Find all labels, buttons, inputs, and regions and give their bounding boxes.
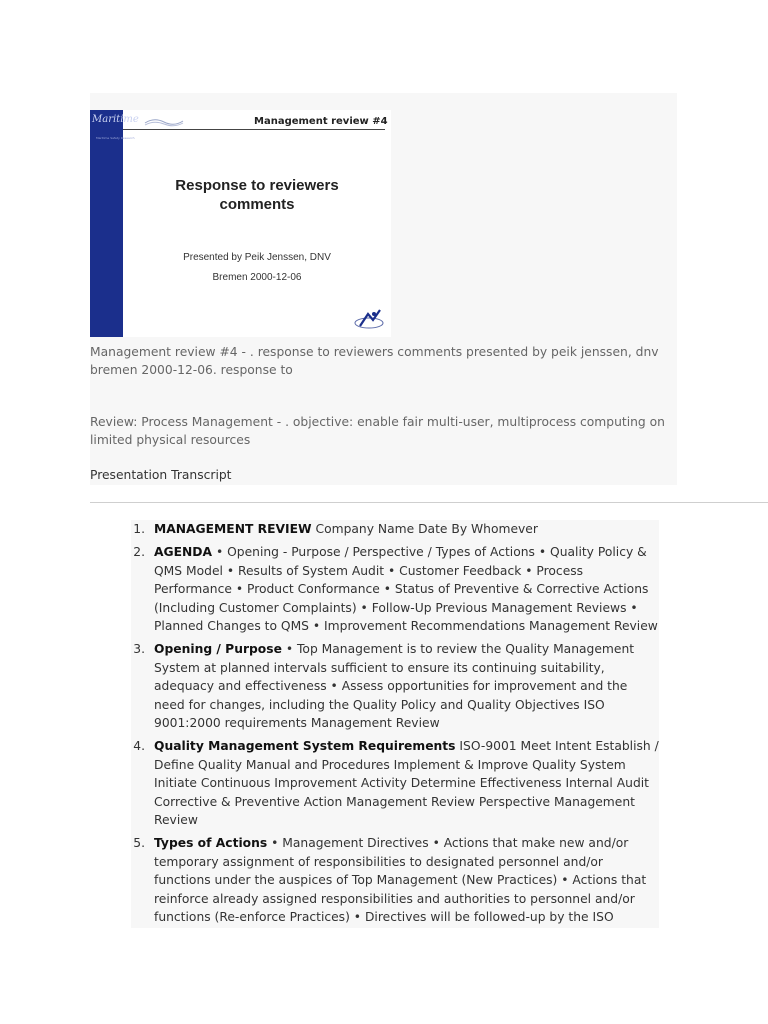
list-item-number: 4. bbox=[133, 739, 145, 753]
list-item-text: ISO-9001 Meet Intent Establish / Define Quality Manual and Procedures Implement & Improve Quality System Initiate Continuous Improvement Activity Determine Effectiveness Internal Audit Corrective & Preventive Action Management Review Perspective Management Review bbox=[154, 739, 659, 827]
list-item bbox=[131, 737, 659, 830]
list-item-title: Types of Actions bbox=[154, 836, 268, 850]
section-divider bbox=[90, 502, 768, 503]
list-item-text: Company Name Date By Whomever bbox=[311, 522, 538, 536]
slide-header-rule bbox=[123, 129, 385, 130]
list-item-title: Opening / Purpose bbox=[154, 642, 282, 656]
slide-thumbnail[interactable] bbox=[90, 110, 391, 337]
list-item bbox=[131, 834, 659, 927]
transcript-list bbox=[131, 520, 659, 928]
slide-title-line-1: Response to reviewers bbox=[175, 177, 339, 194]
list-item-title: Quality Management System Requirements bbox=[154, 739, 456, 753]
slide-title bbox=[123, 176, 391, 214]
list-item-number: 1. bbox=[133, 522, 145, 536]
document-preview-panel bbox=[90, 93, 677, 485]
list-item bbox=[131, 543, 659, 636]
company-logo bbox=[92, 114, 192, 142]
slide-title-line-2: comments bbox=[219, 196, 295, 213]
document-caption-2[interactable]: Review: Process Management - . objective: enable fair multi-user, multiprocess computing on limited physical resources bbox=[90, 415, 665, 447]
list-item bbox=[131, 520, 659, 539]
emblem-icon bbox=[352, 306, 386, 332]
logo-subtext: Maritime Safety Research bbox=[96, 136, 135, 140]
list-item-text: • Opening - Purpose / Perspective / Types of Actions • Quality Policy & QMS Model • Results of System Audit • Customer Feedback • Process Performance • Product Conformance • Status of Preventive & Corrective Actions (Including Customer Complaints) • Follow-Up Previous Management Reviews • Planned Changes to QMS • Improvement Recommendations Management Review bbox=[154, 545, 658, 633]
list-item-number: 2. bbox=[133, 545, 145, 559]
logo-text: Maritime bbox=[92, 114, 139, 125]
list-item-number: 3. bbox=[133, 642, 145, 656]
slide-side-bar bbox=[90, 110, 123, 337]
transcript-panel bbox=[131, 520, 659, 928]
list-item-text: • Management Directives • Actions that make new and/or temporary assignment of responsibilities to designated personnel and/or functions under the auspices of Top Management (New Practices) • Actions that reinforce already assigned responsibilities and authorities to personnel and/or functions (Re-enforce Practices) • Directives will be followed-up by the ISO bbox=[154, 836, 647, 924]
transcript-heading: Presentation Transcript bbox=[90, 468, 232, 482]
wave-logo-icon bbox=[144, 117, 184, 127]
list-item-text: • Top Management is to review the Quality Management System at planned intervals sufficient to ensure its continuing suitability, adequacy and effectiveness • Assess opportunities for improvement and the need for changes, including the Quality Policy and Quality Objectives ISO 9001:2000 requirements Management Review bbox=[154, 642, 635, 730]
list-item-title: AGENDA bbox=[154, 545, 213, 559]
slide-presenter: Presented by Peik Jenssen, DNV bbox=[183, 252, 331, 263]
slide-header: Management review #4 bbox=[254, 116, 388, 127]
document-caption-1[interactable]: Management review #4 - . response to reviewers comments presented by peik jenssen, dnv bremen 2000-12-06. response to bbox=[90, 345, 659, 377]
list-item bbox=[131, 640, 659, 733]
slide-location-date: Bremen 2000-12-06 bbox=[212, 272, 302, 283]
slide-presenter-block bbox=[123, 248, 391, 288]
list-item-title: MANAGEMENT REVIEW bbox=[154, 522, 312, 536]
list-item-number: 5. bbox=[133, 836, 145, 850]
